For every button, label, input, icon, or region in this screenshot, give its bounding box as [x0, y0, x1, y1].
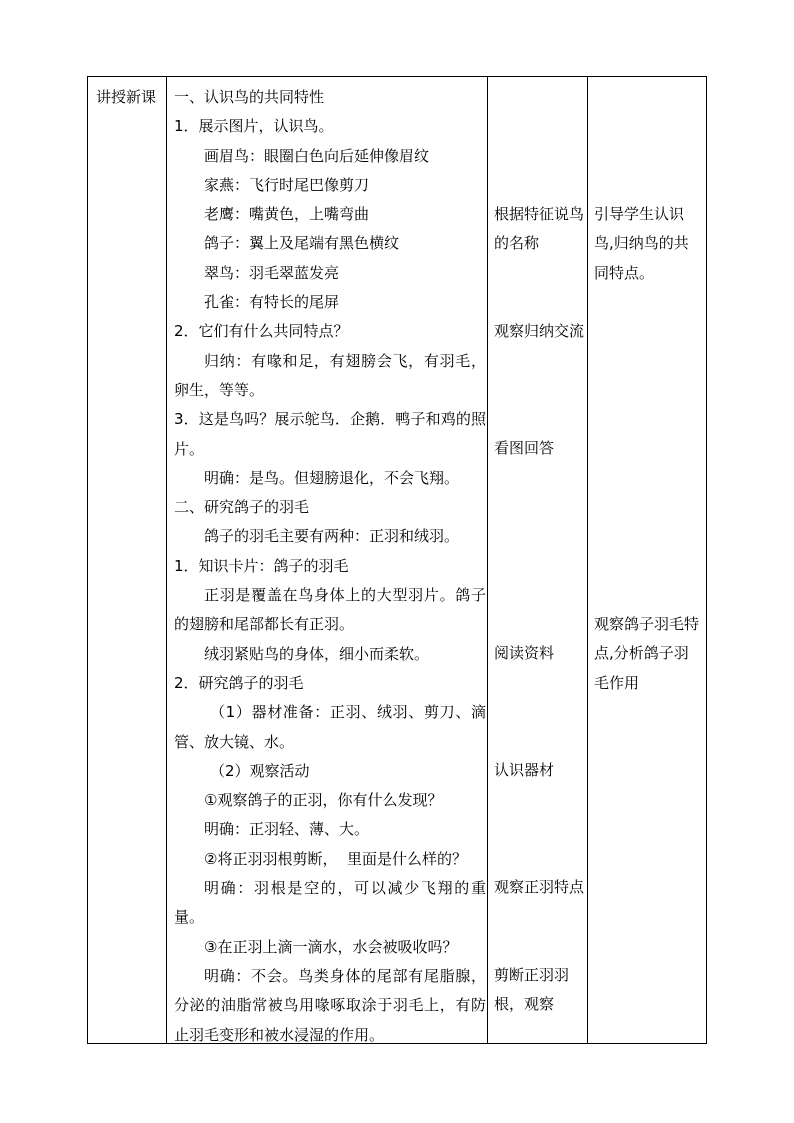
section-label: 讲授新课: [96, 88, 157, 106]
teaching-content: [174, 83, 486, 1050]
student-activity: 认识器材: [494, 761, 555, 779]
column-divider: [166, 77, 167, 1043]
clarify-text: 明确：是鸟。但翅膀退化，不会飞翔。: [204, 468, 460, 487]
heading-bird-traits: 一、认识鸟的共同特性: [174, 88, 325, 106]
summary-text: 归纳：有喙和足，有翅膀会飞，有羽毛，卵生，等等。: [174, 351, 486, 399]
question-text: ②将正羽羽根剪断， 里面是什么样的？: [204, 849, 467, 868]
item-is-bird: 3．这是鸟吗？展示鸵鸟．企鹅．鸭子和鸡的照片。: [174, 410, 486, 458]
bird-item: 老鹰：嘴黄色，上嘴弯曲: [204, 205, 370, 224]
bird-item: 家燕：飞行时尾巴像剪刀: [204, 175, 370, 194]
answer-text: 明确：正羽轻、薄、大。: [204, 820, 370, 839]
heading-pigeon-feathers: 二、研究鸽子的羽毛: [174, 498, 310, 517]
design-intent: 引导学生认识鸟,归纳鸟的共同特点。: [594, 205, 689, 282]
student-activity: 观察正羽特点: [494, 878, 585, 896]
answer-text: 明确：羽根是空的，可以减少飞翔的重量。: [174, 879, 486, 927]
card-paragraph: 绒羽紧贴鸟的身体，细小而柔软。: [204, 644, 430, 663]
bird-item: 鸽子：翼上及尾端有黑色横纹: [204, 234, 400, 253]
student-activity: 阅读资料: [494, 644, 555, 662]
question-text: ①观察鸽子的正羽，你有什么发现？: [204, 791, 443, 810]
materials-text: （1）器材准备：正羽、绒羽、剪刀、滴管、放大镜、水。: [174, 703, 486, 751]
intro-text: 鸽子的羽毛主要有两种：正羽和绒羽。: [204, 527, 460, 546]
knowledge-card-title: 1．知识卡片：鸽子的羽毛: [174, 556, 349, 575]
student-activity: 剪断正羽羽根，观察: [494, 966, 570, 1014]
item-study-feathers: 2．研究鸽子的羽毛: [174, 673, 304, 692]
item-common-traits: 2．它们有什么共同特点？: [174, 322, 349, 341]
lesson-table: [87, 76, 707, 1044]
item-show-pictures: 1．展示图片，认识鸟。: [174, 117, 334, 136]
activity-title: （2）观察活动: [210, 761, 310, 780]
question-text: ③在正羽上滴一滴水，水会被吸收吗？: [204, 937, 458, 956]
student-activity: 观察归纳交流: [494, 322, 585, 340]
column-divider: [587, 77, 588, 1043]
bird-item: 画眉鸟：眼圈白色向后延伸像眉纹: [204, 146, 430, 165]
student-activity: 根据特征说鸟的名称: [494, 205, 585, 253]
column-divider: [487, 77, 488, 1043]
answer-text: 明确：不会。鸟类身体的尾部有尾脂腺，分泌的油脂常被鸟用喙啄取涂于羽毛上，有防止羽毛变形和被水浸湿的作用。: [174, 966, 486, 1044]
card-paragraph: 正羽是覆盖在鸟身体上的大型羽片。鸽子的翅膀和尾部都长有正羽。: [174, 586, 486, 634]
design-intent: 观察鸽子羽毛特点,分析鸽子羽毛作用: [594, 615, 700, 692]
student-activity: 看图回答: [494, 439, 555, 457]
bird-item: 孔雀：有特长的尾屏: [204, 293, 340, 312]
bird-item: 翠鸟：羽毛翠蓝发亮: [204, 263, 340, 282]
